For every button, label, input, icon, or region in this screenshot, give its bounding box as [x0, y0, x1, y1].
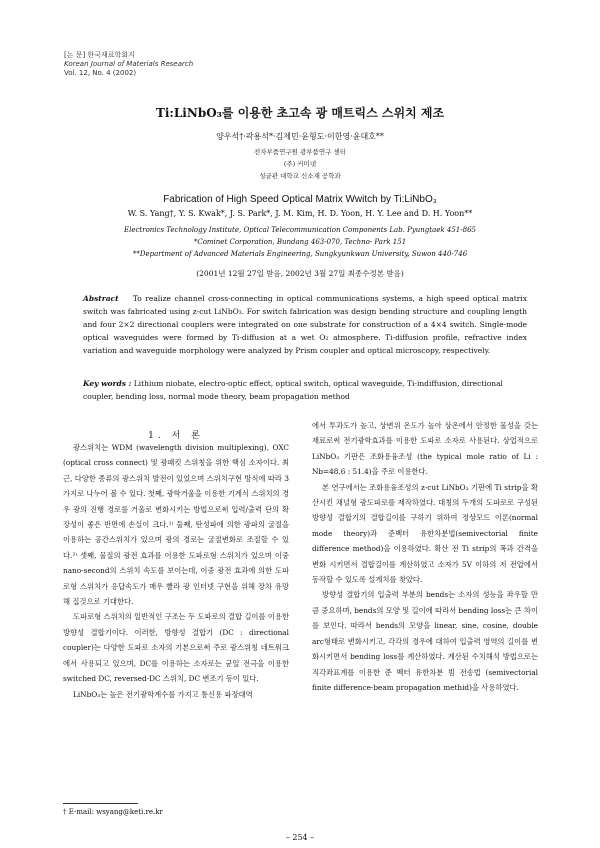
- journal-header: [64, 51, 193, 78]
- english-affiliation: **Department of Advanced Materials Engineering, Sungkyunkwan University, Suwon 440-746: [132, 250, 468, 258]
- body-paragraph: 본 연구에서는 조화용융조성의 z-cut LiNbO₃ 기판에 Ti strip을 확산시킨 채널형 광도파로를 제작하였다. 대칭의 두개의 도파로로 구성된 방향성 결합기의 결합길이를 구하기 위하여 정상모드 이론(normal mode theory)과 준벡터 유한차분법(semivectorial finite difference method)을 이용하였다. 확산 전 Ti strip의 폭과 간격을 변화 시키면서 결합길이를 계산하였고 소자가 5V 이하의 저 전압에서 동작할 수 있도록 설계치를 찾았다.: [312, 482, 538, 585]
- journal-line-2: Korean Journal of Materials Research: [64, 60, 194, 68]
- korean-authors: 양우석†·곽용석*·김제민·윤형도·이한영·윤대호**: [216, 132, 384, 141]
- footnote-rule: [63, 803, 138, 804]
- body-paragraph: 도파로형 스위치의 일반적인 구조는 두 도파로의 결합 길이를 이용한 방향성 결합기이다. 이러한, 방향성 결합기 (DC : directional coupler)는 다양한 도파로 소자의 기본으로써 주로 광스위칭 네트워크에서 사용되고 있으며, DC를 이용하는 소자로는 균일 전극을 이용한 switched DC, reversed-DC 스위치, DC 변조기 등이 있다.: [63, 612, 289, 684]
- body-paragraph: 광스위치는 WDM (wavelength division multiplexing), OXC (optical cross connect) 및 광패킷 스위칭을 위한 핵심 소자이다. 최근, 다양한 종류의 광스위치 발전이 있었으며 스위치구현 방식에 따라 3가지로 나누어 볼 수 있다. 첫째, 광학거울을 이용한 기계식 스위치의 경우 광의 진행 경로를 거울로 변화시키는 방법으로써 입력/출력 단의 확장성이 좋은 반면에 손실이 크다.¹⁾ 둘째, 탄성파에 의한 광파의 굴절을 이용하는 공간스위치가 있으며 광의 경로는 굴절변화로 조절할 수 있다.²⁾ 셋째, 물질의 광전 효과를 이용한 도파로형 스위치가 있으며 이중 nano-second의 스위치 속도를 보이는데, 이중 광전 효과에 의한 도파로형 스위치가 응답속도가 매우 빨라 광 인터넷 구현을 위해 장차 유망해 집것으로 기대한다.: [63, 443, 289, 607]
- keywords: [83, 377, 527, 403]
- journal-line-3: Vol. 12, No. 4 (2002): [64, 69, 137, 77]
- body-paragraph: 에서 투과도가 높고, 상변위 온도가 높아 상온에서 안정한 물성을 갖는 재료로써 전기광학효과를 이용한 도파로 소자로 사용된다. 상업적으로 LiNbO₃ 기판은 조화용융조성 (the typical mole ratio of Li : Nb=48.6 : 51.4)을 주로 이용한다.: [312, 421, 538, 477]
- received-dates: (2001년 12월 27일 받음, 2002년 3월 27일 최종수정본 받음): [196, 269, 404, 278]
- english-authors: W. S. Yang†, Y. S. Kwak*, J. S. Park*, J. M. Kim, H. D. Yoon, H. Y. Lee and D. H. Yoon**: [127, 209, 473, 218]
- korean-affiliation: 전자부품연구원 광부품연구 센터: [253, 148, 347, 156]
- english-affiliations: [0, 224, 600, 260]
- left-column: [63, 440, 289, 702]
- abstract-label: Abstract: [83, 294, 119, 303]
- korean-affiliation: 성균관 대학교 신소재 공학과: [259, 172, 341, 180]
- journal-line-1: [논 문] 한국재료학회지: [64, 51, 135, 59]
- korean-affiliations: [0, 146, 600, 182]
- korean-affiliation: (주) 커미넷: [283, 160, 317, 168]
- footnote-email: † E-mail: wsyang@keti.re.kr: [63, 808, 163, 816]
- english-affiliation: *Cominet Corporation, Bundang 463-070, Techno- Park 151: [193, 238, 407, 246]
- body-paragraph: LiNbO₃는 높은 전기광학계수를 가지고 통신용 파장대역: [73, 689, 253, 699]
- section-heading: 1. 서 론: [148, 431, 204, 441]
- abstract: [83, 292, 527, 357]
- abstract-text: To realize channel cross-connecting in optical communications systems, a high speed optical matrix switch was fabricated using z-cut LiNbO₃. For switch fabrication was design bending structure and coupling length and four 2×2 directional couplers were integrated on one substrate for construction of a 4×4 switch. Single-mode optical waveguides were formed by Ti-diffusion at a wet O₂ atmosphere. Ti-diffusion profile, refractive index variation and waveguide morphology were analyzed by Prism coupler and optical microscopy, respectively.: [83, 294, 527, 355]
- keywords-text: Lithium niobate, electro-optic effect, optical switch, optical waveguide, Ti-indiffusion, directional coupler, bending loss, normal mode theory, beam propagation method: [83, 379, 503, 401]
- keywords-label: Key words :: [83, 379, 132, 388]
- body-paragraph: 방향성 결합기의 입출력 부분의 bends는 소자의 성능을 좌우할 만큼 중요하며, bends의 모양 및 길이에 따라서 bending loss는 큰 차이를 보인다. 따라서 bends의 모양을 linear, sine, cosine, double arc형태로 변화시키고, 각각의 경우에 대하여 입출력 영역의 길이를 변화시키면서 bending loss를 계산하였다. 계산된 수치해석 방법으로는 직각좌표계를 이용한 준 벡터 유한차분 빔 전송법 (semivectorial finite difference-beam propagation methid)을 사용하였다.: [312, 590, 538, 692]
- english-affiliation: Electronics Technology Institute, Optical Telecommunication Components Lab. Pyungtaek 451-865: [124, 226, 476, 234]
- page-number: – 254 –: [285, 833, 315, 842]
- korean-title: Ti:LiNbO₃를 이용한 초고속 광 매트릭스 스위치 제조: [155, 106, 445, 120]
- right-column: [312, 418, 538, 695]
- english-title: Fabrication of High Speed Optical Matrix Wwitch by Ti:LiNbO₃: [163, 194, 437, 205]
